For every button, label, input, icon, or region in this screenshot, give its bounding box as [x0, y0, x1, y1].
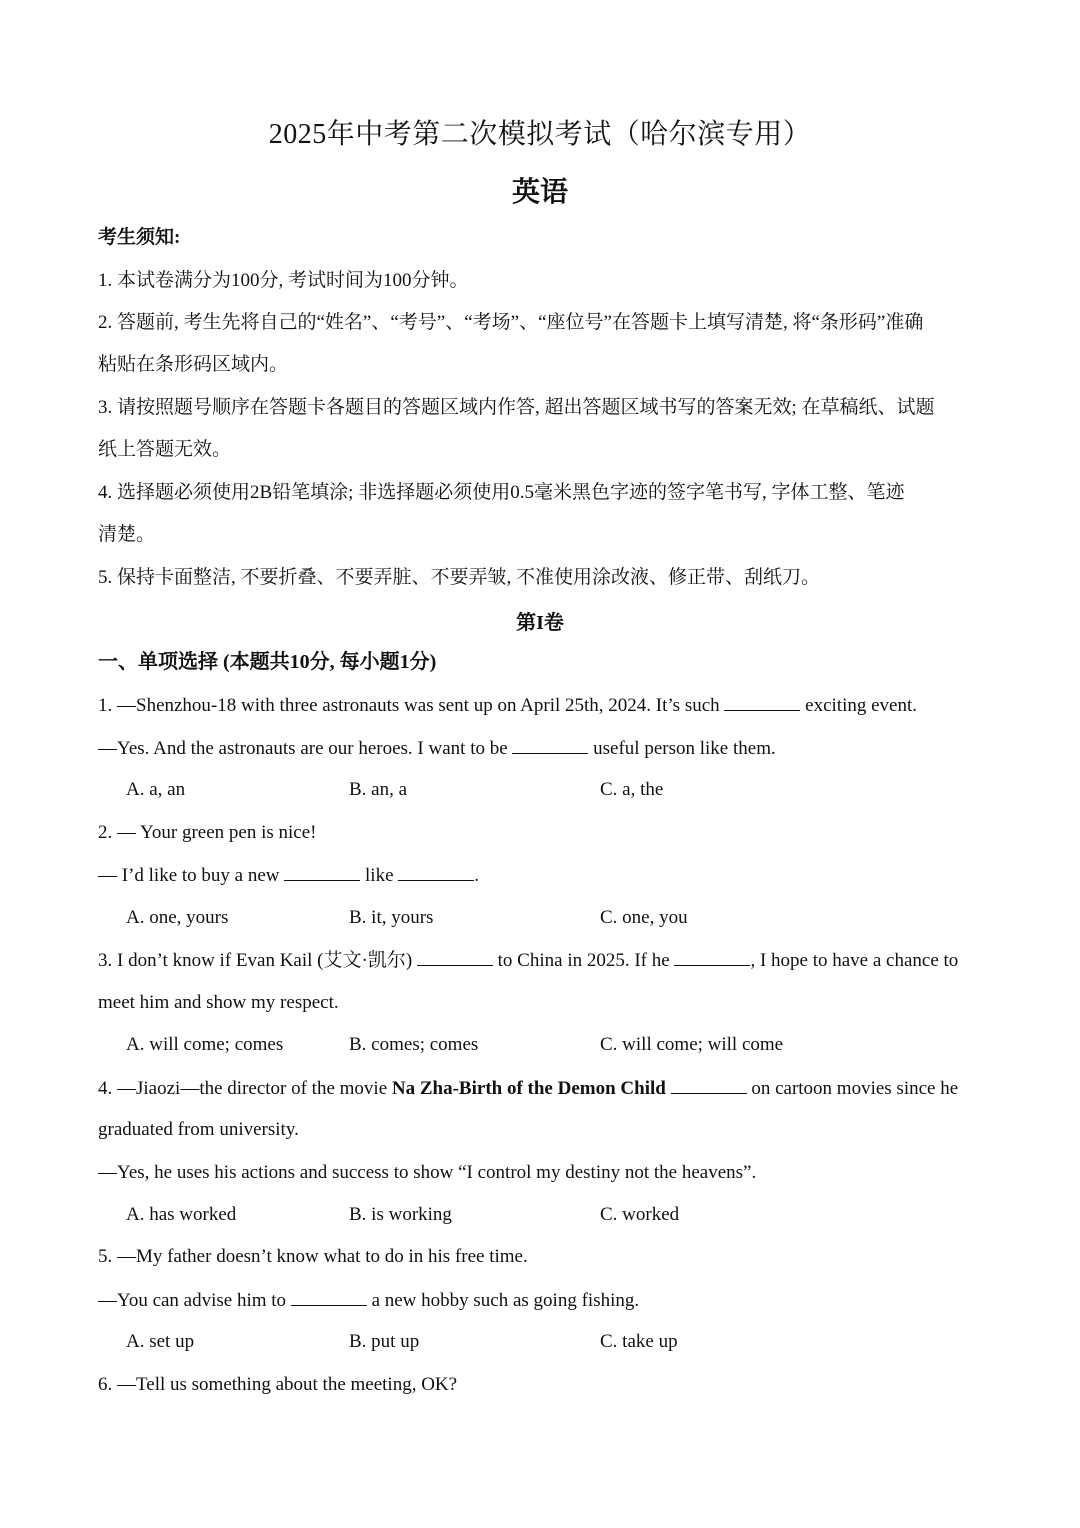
option-a: A. set up — [126, 1331, 195, 1352]
answer-blank — [674, 947, 750, 966]
notice-item: 1. 本试卷满分为100分, 考试时间为100分钟。 — [98, 270, 469, 291]
question-1-line-2: —Yes. And the astronauts are our heroes. I want to be useful person like them. — [98, 735, 776, 762]
question-4-line-2: graduated from university. — [98, 1119, 299, 1140]
option-a: A. has worked — [126, 1204, 237, 1225]
question-5-line-1: 5. —My father doesn’t know what to do in his free time. — [98, 1246, 528, 1267]
answer-blank — [398, 862, 474, 881]
option-b: B. it, yours — [349, 907, 434, 928]
answer-blank — [671, 1075, 747, 1094]
option-a: A. will come; comes — [126, 1034, 284, 1055]
question-1-line-1: 1. —Shenzhou-18 with three astronauts was sent up on April 25th, 2024. It’s such exciting event. — [98, 692, 917, 719]
question-3-line-2: meet him and show my respect. — [98, 992, 339, 1013]
question-6-line-1: 6. —Tell us something about the meeting, OK? — [98, 1374, 458, 1395]
answer-blank — [291, 1287, 367, 1306]
notice-item: 5. 保持卡面整洁, 不要折叠、不要弄脏、不要弄皱, 不准使用涂改液、修正带、刮纸刀。 — [98, 567, 821, 588]
notice-item: 粘贴在条形码区域内。 — [98, 354, 289, 375]
option-b: B. is working — [349, 1204, 452, 1225]
answer-blank — [284, 862, 360, 881]
option-b: B. an, a — [349, 779, 408, 800]
notice-item: 纸上答题无效。 — [98, 439, 232, 460]
section-heading: 一、单项选择 (本题共10分, 每小题1分) — [98, 651, 437, 673]
option-c: C. take up — [600, 1331, 678, 1352]
question-2-line-1: 2. — Your green pen is nice! — [98, 822, 317, 843]
option-a: A. one, yours — [126, 907, 229, 928]
notice-item: 清楚。 — [98, 524, 156, 545]
answer-blank — [417, 947, 493, 966]
question-3-line-1: 3. I don’t know if Evan Kail (艾文·凯尔) to China in 2025. If he , I hope to have a chance to — [98, 947, 958, 974]
option-b: B. put up — [349, 1331, 420, 1352]
option-c: C. will come; will come — [600, 1034, 784, 1055]
option-c: C. a, the — [600, 779, 664, 800]
notice-item: 3. 请按照题号顺序在答题卡各题目的答题区域内作答, 超出答题区域书写的答案无效; 在草稿纸、试题 — [98, 397, 935, 418]
option-a: A. a, an — [126, 779, 186, 800]
exam-subject: 英语 — [511, 177, 568, 208]
volume-heading: 第I卷 — [516, 612, 564, 634]
question-5-line-2: —You can advise him to a new hobby such as going fishing. — [98, 1287, 639, 1314]
movie-title: Na Zha-Birth of the Demon Child — [391, 1078, 666, 1099]
notice-item: 4. 选择题必须使用2B铅笔填涂; 非选择题必须使用0.5毫米黑色字迹的签字笔书写, 字体工整、笔迹 — [98, 482, 905, 503]
notice-heading: 考生须知: — [98, 227, 181, 248]
option-b: B. comes; comes — [349, 1034, 479, 1055]
notice-item: 2. 答题前, 考生先将自己的“姓名”、“考号”、“考场”、“座位号”在答题卡上填写清楚, 将“条形码”准确 — [98, 312, 924, 333]
answer-blank — [512, 735, 588, 754]
question-4-line-1: 4. —Jiaozi—the director of the movie Na Zha-Birth of the Demon Child on cartoon movies since he — [98, 1075, 958, 1102]
question-4-line-3: —Yes, he uses his actions and success to show “I control my destiny not the heavens”. — [98, 1162, 757, 1183]
option-c: C. worked — [600, 1204, 680, 1225]
option-c: C. one, you — [600, 907, 688, 928]
answer-blank — [724, 692, 800, 711]
exam-title: 2025年中考第二次模拟考试（哈尔滨专用） — [268, 119, 812, 150]
question-2-line-2: — I’d like to buy a new like . — [98, 862, 479, 889]
